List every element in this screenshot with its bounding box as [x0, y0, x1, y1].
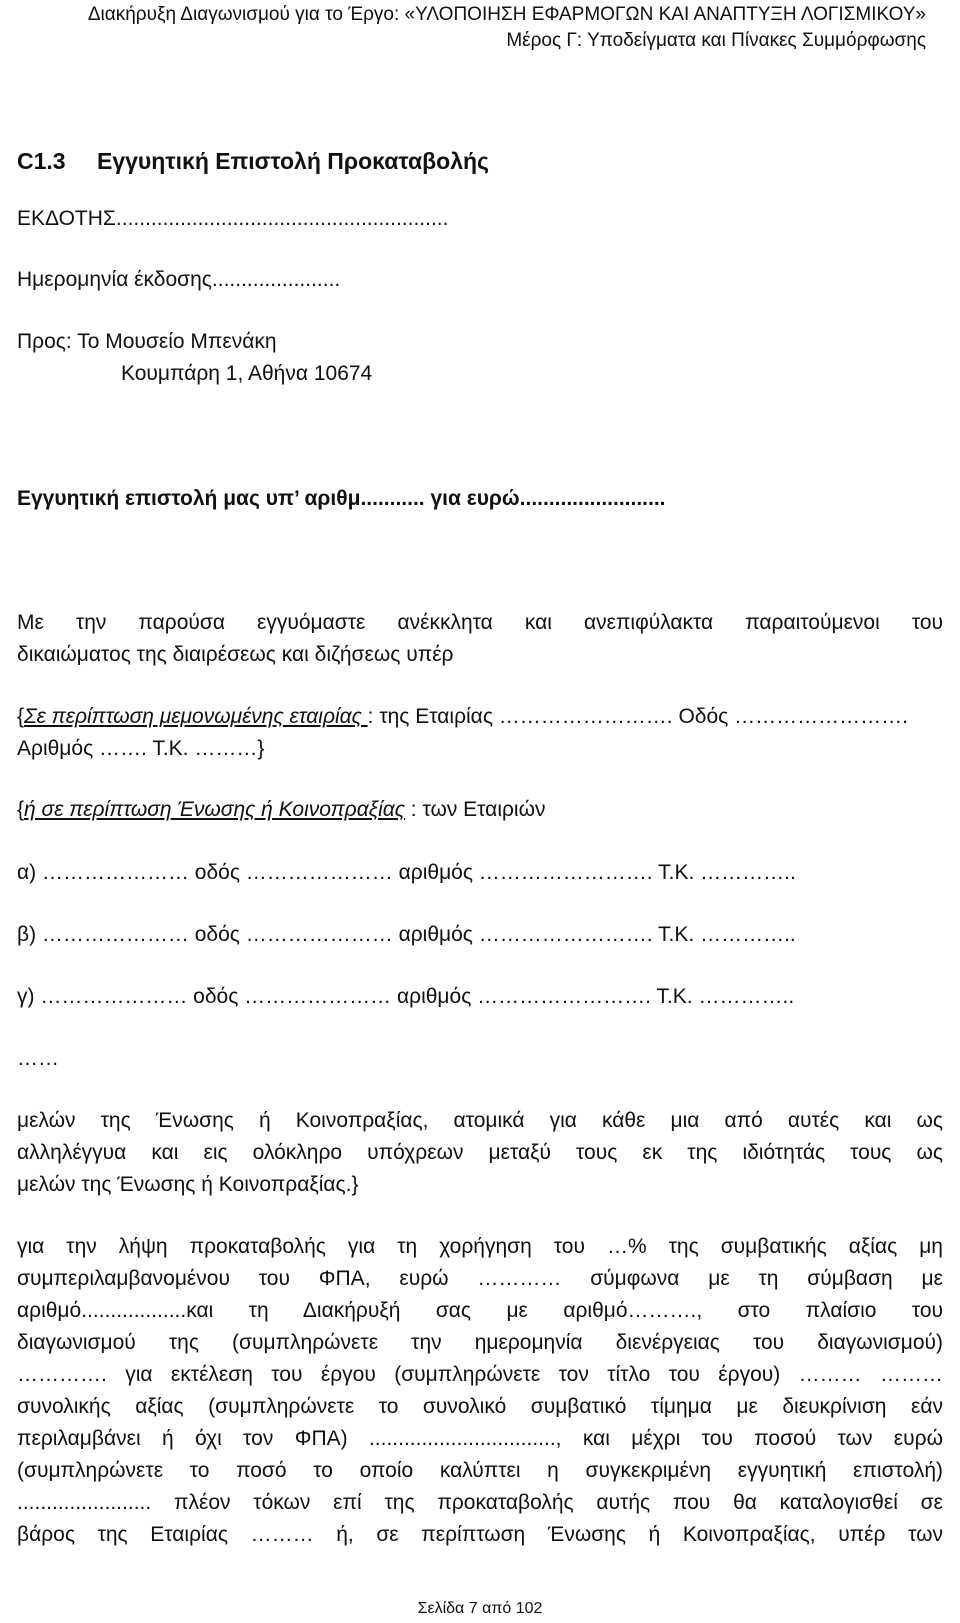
single-company-label: Σε περίπτωση μεμονωμένης εταιρίας: [24, 705, 368, 728]
brace-open: {: [17, 798, 25, 821]
brace-open: {: [17, 705, 25, 728]
main-text-line-5: …………. για εκτέλεση του έργου (συμπληρώνετε τον τίτλο του έργου) ……… ………: [17, 1363, 943, 1386]
section-number: C1.3: [17, 148, 66, 174]
member-b: β) ………………… οδός ………………… αριθμός ……………………. Τ.Κ. …………..: [17, 923, 796, 946]
joint-venture-label: ή σε περίπτωση Ένωσης ή Κοινοπραξίας: [24, 798, 405, 821]
header-subtitle: Μέρος Γ: Υποδείγματα και Πίνακες Συμμόρφωσης: [506, 30, 926, 51]
member-a: α) ………………… οδός ………………… αριθμός ……………………. Τ.Κ. …………..: [17, 861, 796, 884]
members-text-line-1: μελών της Ένωσης ή Κοινοπραξίας, ατομικά για κάθε μια από αυτές και ως: [17, 1109, 943, 1132]
section-heading: Εγγυητική Επιστολή Προκαταβολής: [97, 148, 489, 174]
main-text-line-2: συμπεριλαμβανομένου του ΦΠΑ, ευρώ ………… σύμφωνα με τη σύμβαση με: [17, 1267, 943, 1290]
main-text-line-1: για την λήψη προκαταβολής για τη χορήγηση του …% της συμβατικής αξίας μη: [17, 1235, 943, 1258]
issue-date-line: Ημερομηνία έκδοσης......................: [17, 268, 341, 291]
main-text-line-8: (συμπληρώνετε το ποσό το οποίο καλύπτει η συγκεκριμένη εγγυητική επιστολή): [17, 1459, 943, 1482]
main-text-line-9: ....................... πλέον τόκων επί της προκαταβολής αυτής που θα καταλογισθεί σε: [17, 1491, 943, 1514]
main-text-line-3: αριθμό..................και τη Διακήρυξή σας με αριθμό………., στο πλαίσιο του: [17, 1299, 943, 1322]
header-title: Διακήρυξη Διαγωνισμού για το Έργο: «ΥΛΟΠΟΙΗΣΗ ΕΦΑΡΜΟΓΩΝ ΚΑΙ ΑΝΑΠΤΥΞΗ ΛΟΓΙΣΜΙΚΟΥ»: [87, 4, 926, 25]
recipient-address: Κουμπάρη 1, Αθήνα 10674: [121, 362, 373, 385]
page-number: Σελίδα 7 από 102: [417, 1600, 543, 1617]
recipient-to: Προς: Το Μουσείο Μπενάκη: [17, 330, 277, 353]
guarantee-reference: Εγγυητική επιστολή μας υπ’ αριθμ........... για ευρώ.........................: [17, 487, 666, 510]
members-text-line-3: μελών της Ένωσης ή Κοινοπραξίας.}: [17, 1173, 359, 1196]
main-text-line-10: βάρος της Εταιρίας ……… ή, σε περίπτωση Ένωσης ή Κοινοπραξίας, υπέρ των: [17, 1523, 943, 1546]
intro-line-1: Με την παρούσα εγγυόμαστε ανέκκλητα και ανεπιφύλακτα παραιτούμενοι του: [17, 611, 943, 634]
section-title: [17, 148, 489, 175]
single-company-fields: : της Εταιρίας ……………………. Οδός …………………….: [367, 705, 908, 728]
main-text-line-6: συνολικής αξίας (συμπληρώνετε το συνολικό συμβατικό τίμημα με διευκρίνιση εάν: [17, 1395, 943, 1418]
single-company-line-2: Αριθμός ……. Τ.Κ. ………}: [17, 737, 265, 760]
members-text-line-2: αλληλέγγυα και εις ολόκληρο υπόχρεων μεταξύ τους εκ της ιδιότητάς τους ως: [17, 1141, 943, 1164]
ellipsis-line: ……: [17, 1047, 59, 1070]
intro-line-2: δικαιώματος της διαιρέσεως και διζήσεως υπέρ: [17, 643, 454, 666]
issuer-line: ΕΚΔΟΤΗΣ.........................................................: [17, 207, 449, 230]
member-c: γ) ………………… οδός ………………… αριθμός ……………………. Τ.Κ. …………..: [17, 985, 795, 1008]
joint-venture-line: [17, 798, 546, 822]
main-text-line-4: διαγωνισμού της (συμπληρώνετε την ημερομηνία διενέργειας του διαγωνισμού): [17, 1331, 943, 1354]
single-company-line-1: [17, 705, 908, 729]
joint-venture-rest: : των Εταιριών: [404, 798, 546, 821]
main-text-line-7: περιλαμβάνει ή όχι τον ΦΠΑ) ................................, και μέχρι του ποσού των ευρώ: [17, 1427, 943, 1450]
